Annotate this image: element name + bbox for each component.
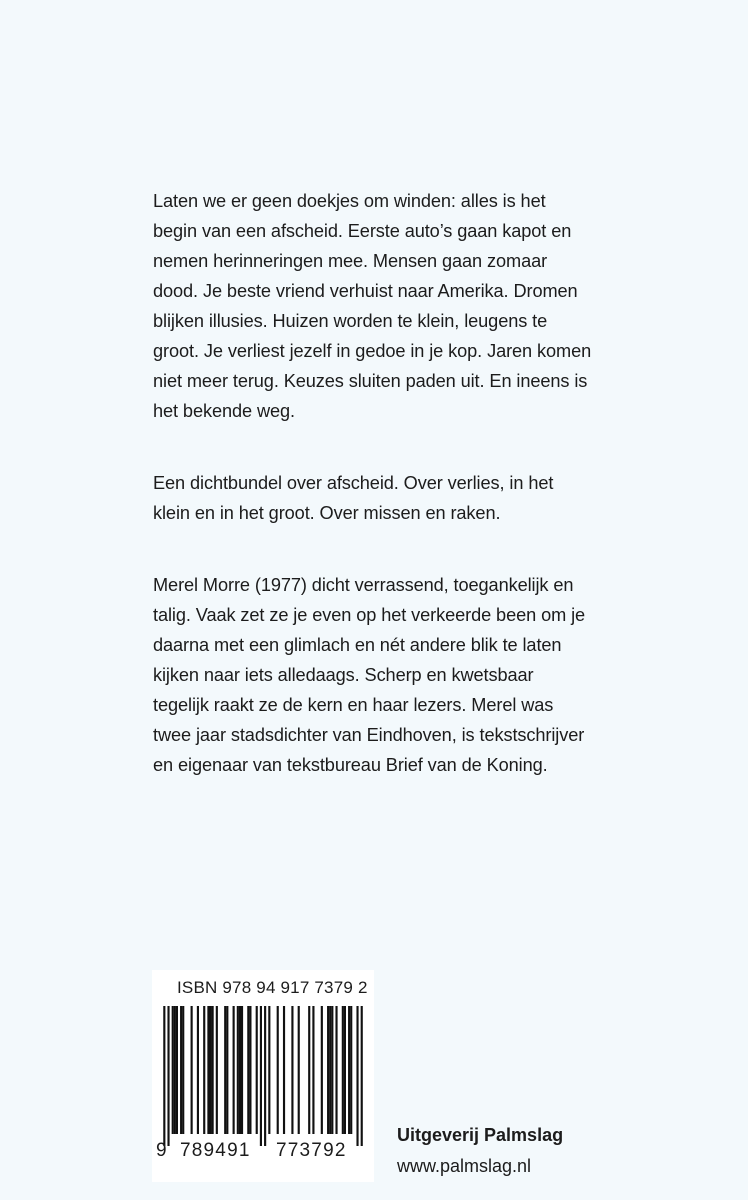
barcode-bar <box>348 1006 350 1134</box>
barcode-bar <box>256 1006 258 1134</box>
barcode-bar <box>212 1006 214 1134</box>
barcode-guard-bar <box>264 1006 266 1146</box>
barcode-bar <box>342 1006 344 1134</box>
ean-first-digit: 9 <box>156 1140 168 1161</box>
barcode-bar <box>344 1006 346 1134</box>
barcode-bar <box>180 1006 182 1134</box>
barcode-guard-bar <box>361 1006 363 1146</box>
barcode-bar <box>191 1006 193 1134</box>
barcode-bar <box>233 1006 235 1134</box>
isbn-number: ISBN 978 94 917 7379 2 <box>177 978 368 997</box>
barcode-bar <box>247 1006 249 1134</box>
blurb-paragraph-2: Een dichtbundel over afscheid. Over verlies, in het klein en in het groot. Over missen en raken. <box>153 473 554 523</box>
barcode-bar <box>197 1006 199 1134</box>
barcode-bar <box>237 1006 239 1134</box>
barcode-bars <box>160 1006 366 1146</box>
barcode-bar <box>312 1006 314 1134</box>
isbn-barcode <box>152 970 374 1182</box>
publisher-name: Uitgeverij Palmslag <box>397 1125 564 1145</box>
barcode-bar <box>308 1006 310 1134</box>
barcode-bar <box>298 1006 300 1134</box>
barcode-bar <box>176 1006 178 1134</box>
barcode-bar <box>216 1006 218 1134</box>
barcode-bar <box>174 1006 176 1134</box>
blurb-paragraph-1: Laten we er geen doekjes om winden: alles is het begin van een afscheid. Eerste auto’s gaan kapot en nemen herinneringen mee. Mensen gaan zomaar dood. Je beste vriend verhuist naar Amerika. Dromen blijken illusies. Huizen worden te klein, leugens te groot. Je verliest jezelf in gedoe in je kop. Jaren komen niet meer terug. Keuzes sluiten paden uit. En ineens is het bekende weg. <box>153 191 592 421</box>
barcode-bar <box>249 1006 251 1134</box>
barcode-bar <box>226 1006 228 1134</box>
barcode-guard-bar <box>260 1006 262 1146</box>
ean-right-digits: 773792 <box>276 1140 347 1161</box>
barcode-bar <box>329 1006 331 1134</box>
barcode-bar <box>207 1006 209 1134</box>
barcode-bar <box>277 1006 279 1134</box>
barcode-bar <box>327 1006 329 1134</box>
barcode-bar <box>224 1006 226 1134</box>
barcode-bar <box>283 1006 285 1134</box>
barcode-bar <box>321 1006 323 1134</box>
barcode-guard-bar <box>356 1006 358 1146</box>
barcode-guard-bar <box>167 1006 169 1146</box>
ean-left-digits: 789491 <box>180 1140 251 1161</box>
barcode-bar <box>172 1006 174 1134</box>
barcode-bar <box>203 1006 205 1134</box>
barcode-bar <box>241 1006 243 1134</box>
back-cover-blurb <box>153 186 593 822</box>
barcode-bar <box>291 1006 293 1134</box>
barcode-bar <box>239 1006 241 1134</box>
barcode-bar <box>268 1006 270 1134</box>
blurb-paragraph-3: Merel Morre (1977) dicht verrassend, toegankelijk en talig. Vaak zet ze je even op het verkeerde been om je daarna met een glimlach en nét andere blik te laten kijken naar iets alledaags. Scherp en kwetsbaar tegelijk raakt ze de kern en haar lezers. Merel was twee jaar stadsdichter van Eindhoven, is tekstschrijver en eigenaar van tekstbureau Brief van de Koning. <box>153 575 586 775</box>
barcode-bar <box>209 1006 211 1134</box>
barcode-guard-bar <box>163 1006 165 1146</box>
barcode-bar <box>350 1006 352 1134</box>
barcode-bar <box>335 1006 337 1134</box>
barcode-bar <box>182 1006 184 1134</box>
publisher-website: www.palmslag.nl <box>397 1156 532 1176</box>
barcode-bar <box>331 1006 333 1134</box>
